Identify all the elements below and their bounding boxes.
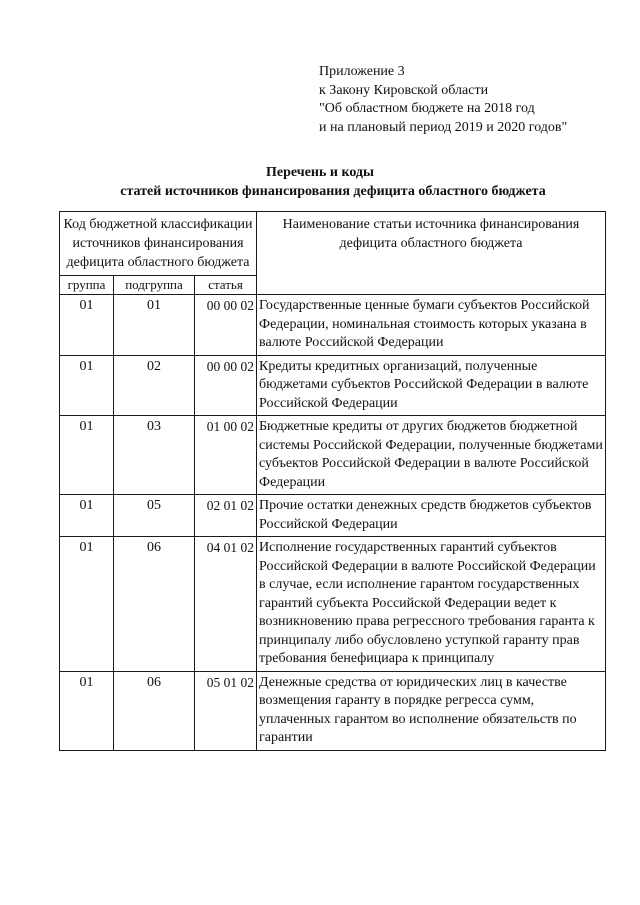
subgroup-column-header: подгруппа bbox=[114, 276, 195, 295]
table-row bbox=[60, 495, 606, 537]
article-column-header: статья bbox=[195, 276, 257, 295]
table-row bbox=[60, 355, 606, 416]
row-name: Кредиты кредитных организаций, полученные бюджетами субъектов Российской Федерации в валюте Российской Федерации bbox=[257, 355, 606, 416]
table-row bbox=[60, 537, 606, 672]
row-name: Денежные средства от юридических лиц в качестве возмещения гаранту в порядке регресса сумм, уплаченных гарантом во исполнение обязательств по гарантии bbox=[257, 671, 606, 750]
group-column-header: группа bbox=[60, 276, 114, 295]
name-column-header: Наименование статьи источника финансирования дефицита областного бюджета bbox=[257, 212, 606, 295]
appendix-law-title: "Об областном бюджете на 2018 год bbox=[319, 101, 535, 116]
row-name: Исполнение государственных гарантий субъектов Российской Федерации в валюте Российской Федерации в случае, если исполнение гарантом государственных гарантий субъекта Российской Федерации ведет к возникновению права регрессного требования гаранта к принципалу либо обусловлено уступкой гаранту прав требования бенефициара к принципалу bbox=[257, 537, 606, 672]
appendix-reference bbox=[319, 63, 567, 137]
row-article: 00 00 02 bbox=[195, 355, 257, 416]
row-group: 01 bbox=[60, 537, 114, 672]
row-subgroup: 02 bbox=[114, 355, 195, 416]
row-article: 05 01 02 bbox=[195, 671, 257, 750]
row-subgroup: 06 bbox=[114, 537, 195, 672]
table-row bbox=[60, 295, 606, 356]
row-article: 01 00 02 bbox=[195, 416, 257, 495]
appendix-number: Приложение 3 bbox=[319, 64, 405, 79]
code-column-header: Код бюджетной классификации источников финансирования дефицита областного бюджета bbox=[60, 212, 257, 276]
row-article: 02 01 02 bbox=[195, 495, 257, 537]
row-subgroup: 03 bbox=[114, 416, 195, 495]
row-group: 01 bbox=[60, 495, 114, 537]
appendix-law-period: и на плановый период 2019 и 2020 годов" bbox=[319, 119, 568, 135]
row-subgroup: 05 bbox=[114, 495, 195, 537]
appendix-law: к Закону Кировской области bbox=[319, 82, 489, 98]
document-title bbox=[0, 163, 640, 201]
row-group: 01 bbox=[60, 416, 114, 495]
row-group: 01 bbox=[60, 355, 114, 416]
row-article: 00 00 02 bbox=[195, 295, 257, 356]
row-name: Государственные ценные бумаги субъектов Российской Федерации, номинальная стоимость которых указана в валюте Российской Федерации bbox=[257, 295, 606, 356]
table-row bbox=[60, 416, 606, 495]
row-name: Бюджетные кредиты от других бюджетов бюджетной системы Российской Федерации, полученные бюджетами субъектов Российской Федерации в валюте Российской Федерации bbox=[257, 416, 606, 495]
row-group: 01 bbox=[60, 671, 114, 750]
row-subgroup: 06 bbox=[114, 671, 195, 750]
budget-codes-table bbox=[59, 211, 606, 751]
document-title-line1: Перечень и коды bbox=[266, 165, 374, 180]
row-subgroup: 01 bbox=[114, 295, 195, 356]
document-title-line2: статей источников финансирования дефицита областного бюджета bbox=[120, 184, 546, 199]
table-row bbox=[60, 671, 606, 750]
row-article: 04 01 02 bbox=[195, 537, 257, 672]
table-header-row bbox=[60, 212, 606, 276]
row-name: Прочие остатки денежных средств бюджетов субъектов Российской Федерации bbox=[257, 495, 606, 537]
row-group: 01 bbox=[60, 295, 114, 356]
